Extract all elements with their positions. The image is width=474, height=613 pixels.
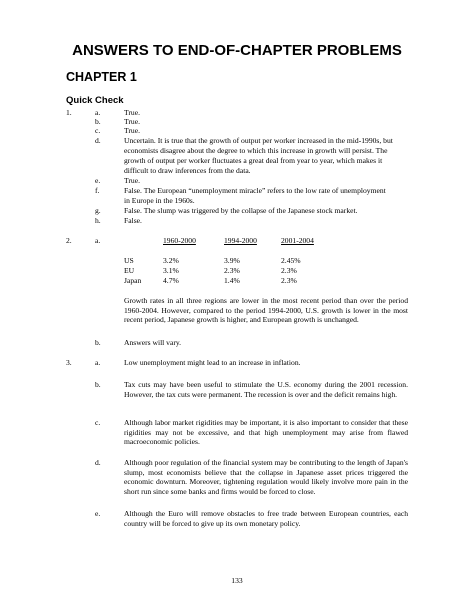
table-row-label: EU bbox=[124, 266, 135, 275]
item-letter: h. bbox=[95, 216, 101, 225]
answer-paragraph: Although labor market rigidities may be important, it is also important to consider that these rigidities may not be excessive, and that high unemployment may arise from flawed macroeconomic policies. bbox=[124, 418, 408, 447]
item-answer-line: difficult to draw inferences from the data. bbox=[124, 166, 251, 175]
table-cell: 4.7% bbox=[163, 276, 179, 285]
page-title: ANSWERS TO END-OF-CHAPTER PROBLEMS bbox=[72, 42, 402, 59]
table-header-cell: 1994-2000 bbox=[224, 236, 257, 245]
table-cell: 1.4% bbox=[224, 276, 240, 285]
item-letter: g. bbox=[95, 206, 101, 215]
item-answer-line: in Europe in the 1960s. bbox=[124, 196, 195, 205]
table-row-label: Japan bbox=[124, 276, 142, 285]
answer-paragraph: Low unemployment might lead to an increase in inflation. bbox=[124, 358, 301, 367]
item-answer: True. bbox=[124, 126, 140, 135]
table-cell: 3.2% bbox=[163, 256, 179, 265]
table-header-cell: 2001-2004 bbox=[281, 236, 314, 245]
question-number: 2. bbox=[66, 236, 72, 245]
table-cell: 2.45% bbox=[281, 256, 301, 265]
table-cell: 3.9% bbox=[224, 256, 240, 265]
item-letter: e. bbox=[95, 176, 101, 185]
section-heading: Quick Check bbox=[66, 95, 124, 106]
item-answer-line: False. The European “unemployment miracle” refers to the low rate of unemployment bbox=[124, 186, 386, 195]
page-number: 133 bbox=[231, 576, 243, 585]
answer-paragraph: Although poor regulation of the financial system may be contributing to the length of Japan's slump, most economists believe that the collapse in Japanese asset prices triggered the economic downturn. Moreover, tightening regulation would likely involve more pain in the short run since some banks and firms would be forced to close. bbox=[124, 458, 408, 496]
table-header-cell: 1960-2000 bbox=[163, 236, 196, 245]
item-letter: a. bbox=[95, 358, 101, 367]
table-cell: 3.1% bbox=[163, 266, 179, 275]
table-cell: 2.3% bbox=[281, 276, 297, 285]
answer-paragraph: Although the Euro will remove obstacles to free trade between European countries, each country will be forced to give up its own monetary policy. bbox=[124, 509, 408, 528]
item-letter: b. bbox=[95, 380, 101, 389]
answer-paragraph: Growth rates in all three regions are lower in the most recent period than over the period 1960-2004. However, compared to the period 1994-2000, U.S. growth is lower in the most recent period, Japanese growth is higher, and European growth is unchanged. bbox=[124, 296, 408, 325]
item-letter: c. bbox=[95, 418, 101, 427]
table-cell: 2.3% bbox=[281, 266, 297, 275]
chapter-heading: CHAPTER 1 bbox=[66, 70, 137, 84]
item-letter: b. bbox=[95, 338, 101, 347]
item-answer: True. bbox=[124, 108, 140, 117]
table-cell: 2.3% bbox=[224, 266, 240, 275]
item-answer: Answers will vary. bbox=[124, 338, 182, 347]
item-answer: False. bbox=[124, 216, 142, 225]
item-answer-line: economists disagree about the degree to which this increase in growth will persist. The bbox=[124, 146, 388, 155]
question-number: 3. bbox=[66, 358, 72, 367]
item-answer-line: Uncertain. It is true that the growth of output per worker increased in the mid-1990s, but bbox=[124, 136, 393, 145]
item-letter: d. bbox=[95, 136, 101, 145]
item-answer: True. bbox=[124, 117, 140, 126]
item-letter: f. bbox=[95, 186, 100, 195]
item-letter: c. bbox=[95, 126, 101, 135]
item-answer-line: growth of output per worker fluctuates a great deal from year to year, which makes it bbox=[124, 156, 383, 165]
item-letter: e. bbox=[95, 509, 101, 518]
item-answer: False. The slump was triggered by the collapse of the Japanese stock market. bbox=[124, 206, 358, 215]
item-letter: a. bbox=[95, 108, 101, 117]
item-letter: d. bbox=[95, 458, 101, 467]
answer-paragraph: Tax cuts may have been useful to stimulate the U.S. economy during the 2001 recession. However, the tax cuts were permanent. The recession is over and the deficit remains high. bbox=[124, 380, 408, 399]
question-number: 1. bbox=[66, 108, 72, 117]
item-answer: True. bbox=[124, 176, 140, 185]
item-letter: a. bbox=[95, 236, 101, 245]
table-row-label: US bbox=[124, 256, 134, 265]
item-letter: b. bbox=[95, 117, 101, 126]
